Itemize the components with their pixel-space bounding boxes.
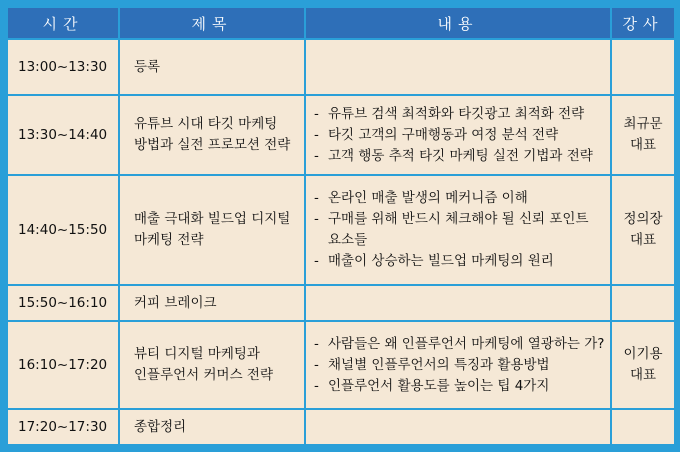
table-row [7, 409, 675, 445]
title-line: 방법과 실전 프로모션 전략 [134, 137, 291, 153]
list-item: - 사람들은 왜 인플루언서 마케팅에 열광하는 가? [314, 334, 610, 355]
header-speaker: 강사 [611, 7, 675, 39]
speaker-role: 대표 [629, 367, 657, 383]
list-item: - 온라인 매출 발생의 메커니즘 이해 [314, 188, 610, 209]
speaker-name: 이기용 [623, 346, 663, 362]
time-cell: 15:50~16:10 [7, 285, 119, 321]
title-cell [119, 95, 305, 175]
title-cell [119, 175, 305, 285]
title-line: 커피 브레이크 [134, 294, 217, 311]
speaker-cell [611, 95, 675, 175]
content-cell [305, 409, 611, 445]
time-cell: 16:10~17:20 [7, 321, 119, 409]
content-cell [305, 285, 611, 321]
title-line: 뷰티 디지털 마케팅과 [134, 346, 260, 362]
speaker-cell [611, 175, 675, 285]
list-item: - 채널별 인플루언서의 특징과 활용방법 [314, 355, 610, 376]
list-item: - 유튜브 검색 최적화와 타깃광고 최적화 전략 [314, 104, 610, 125]
time-cell: 14:40~15:50 [7, 175, 119, 285]
content-cell [305, 321, 611, 409]
table-row [7, 285, 675, 321]
list-item: - 구매를 위해 반드시 체크해야 될 신뢰 포인트 요소들 [314, 209, 610, 251]
time-cell: 17:20~17:30 [7, 409, 119, 445]
content-cell [305, 175, 611, 285]
table-row [7, 175, 675, 285]
list-item: - 고객 행동 추적 타깃 마케팅 실전 기법과 전략 [314, 146, 610, 167]
header-content: 내용 [305, 7, 611, 39]
speaker-role: 대표 [629, 232, 657, 248]
header-title: 제목 [119, 7, 305, 39]
content-list [314, 188, 610, 272]
speaker-name: 정의장 [623, 211, 663, 227]
list-item: - 타깃 고객의 구매행동과 여정 분석 전략 [314, 125, 610, 146]
title-line: 마케팅 전략 [134, 232, 204, 248]
table-row [7, 95, 675, 175]
speaker-cell [611, 409, 675, 445]
speaker-role: 대표 [629, 137, 657, 153]
title-line: 종합정리 [134, 418, 187, 435]
title-cell [119, 409, 305, 445]
title-line: 등록 [134, 58, 161, 75]
content-cell [305, 95, 611, 175]
speaker-name: 최규문 [623, 116, 663, 132]
content-list [314, 334, 610, 397]
title-line: 유튜브 시대 타깃 마케팅 [134, 116, 278, 132]
schedule-frame [4, 4, 676, 448]
title-line: 매출 극대화 빌드업 디지털 [134, 211, 291, 227]
content-cell [305, 39, 611, 95]
table-row [7, 321, 675, 409]
speaker-cell [611, 285, 675, 321]
list-item: - 인플루언서 활용도를 높이는 팁 4가지 [314, 376, 610, 397]
title-cell [119, 39, 305, 95]
title-cell [119, 285, 305, 321]
speaker-cell [611, 321, 675, 409]
title-cell [119, 321, 305, 409]
content-list [314, 104, 610, 167]
table-row [7, 39, 675, 95]
schedule-table [6, 6, 676, 446]
time-cell: 13:00~13:30 [7, 39, 119, 95]
speaker-cell [611, 39, 675, 95]
header-row [7, 7, 675, 39]
header-time: 시간 [7, 7, 119, 39]
list-item: - 매출이 상승하는 빌드업 마케팅의 원리 [314, 251, 610, 272]
title-line: 인플루언서 커머스 전략 [134, 367, 273, 383]
time-cell: 13:30~14:40 [7, 95, 119, 175]
